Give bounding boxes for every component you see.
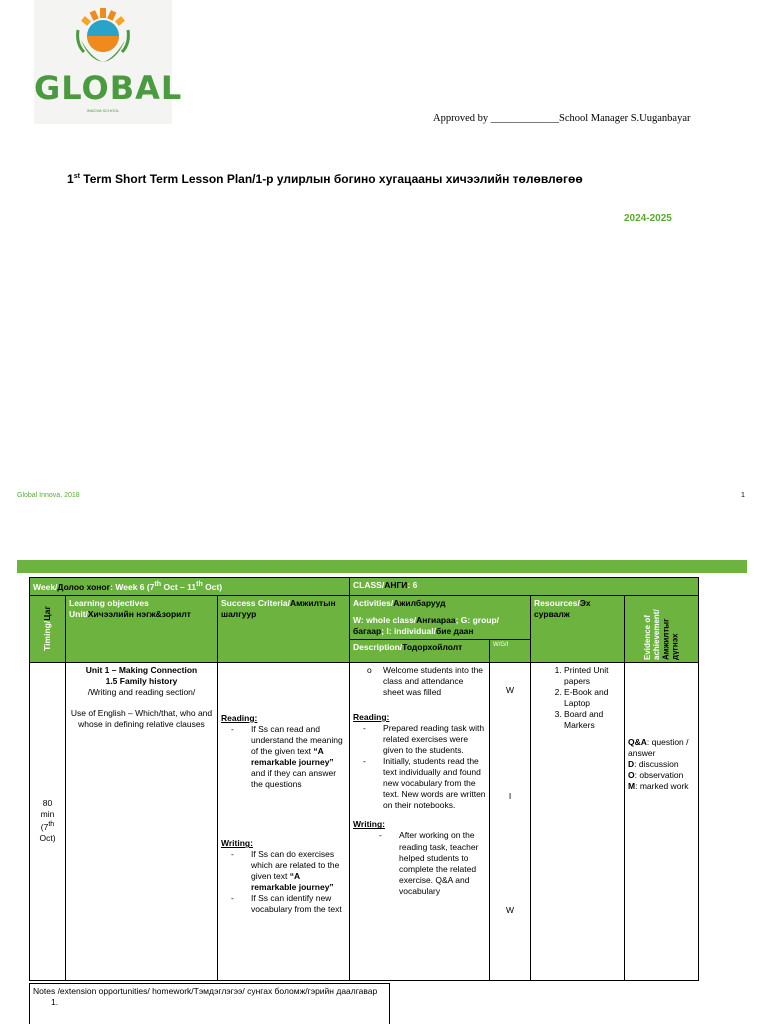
- objectives-cell: Unit 1 – Making Connection 1.5 Family history /Writing and reading section/ Use of English – Which/that, who and whose in defining relative clauses: [66, 662, 218, 980]
- page-number: 1: [741, 492, 745, 499]
- list-item: D: discussion: [628, 758, 679, 769]
- resources-cell: [531, 662, 625, 980]
- timing-cell: 80 min (7th Oct): [30, 662, 66, 980]
- list-item: 1. Printed Unit papers: [564, 665, 621, 687]
- logo-emblem-icon: [34, 0, 172, 75]
- criteria-cell: Reading: - If Ss can read and understand the meaning of the given text “A remarkable journey” and if they can answer the questions Writing: - If Ss can do exercises which are related to the given text “A remarkable journey” - If Ss can identify new vocabulary from the text: [218, 662, 350, 980]
- school-logo: [34, 0, 183, 124]
- approval-line: Approved by _____________School Manager S.Uuganbayar: [433, 113, 691, 124]
- academic-year: 2024-2025: [624, 213, 672, 224]
- list-item: O: observation: [628, 770, 684, 781]
- list-item: 2. E-Book and Laptop: [564, 687, 621, 709]
- objectives-header: Learning objectives Unit/Хичээлийн нэгж&зорилт: [66, 595, 218, 662]
- list-item: Q&A: question / answer: [628, 736, 689, 758]
- resources-header: Resources/Эх сурвалж: [531, 595, 625, 662]
- wgi-cell: W I W: [490, 662, 531, 980]
- table-row-week: [30, 578, 699, 596]
- table-row-lesson: [30, 662, 699, 980]
- notes-label: Notes /extension opportunities/ homework/Тэмдэглэгээ/ сунгах боломж/гэрийн даалгавар: [33, 986, 378, 996]
- notes-item: 1.: [51, 997, 59, 1008]
- logo-subtext: INNOVA SCHOOL: [86, 108, 120, 113]
- criteria-header: Success Criteria/Амжилтын шалгуур: [218, 595, 350, 662]
- activities-header: Activities/Ажилбарууд W: whole class/Ангиараа; G: group/багаар; I: individual/бие даан: [350, 595, 531, 639]
- list-item: 3. Board and Markers: [564, 709, 621, 731]
- table-row-headers: [30, 595, 699, 639]
- header-bar: [17, 560, 747, 573]
- description-cell: o Welcome students into the class and attendance sheet was filled Reading: - Prepared reading task with related exercises were given to the students. - Initially, students read the text individually and found new vocabulary from the text. New words are written on their notebooks. Writing: - After working on the reading task, teacher helped students to complete the related exercise. Q&A and vocabulary: [350, 662, 490, 980]
- evidence-cell: [625, 662, 699, 980]
- list-item: M: marked work: [628, 781, 689, 792]
- page-title: 1st Term Short Term Lesson Plan/1-р улирлын богино хугацааны хичээлийн төлөвлөгөө: [67, 172, 583, 186]
- class-cell: CLASS/АНГИ: 6: [350, 578, 699, 596]
- week-cell: Week/Долоо хоног: Week 6 (7th Oct – 11th Oct): [30, 578, 350, 596]
- lesson-plan-table: [29, 577, 699, 981]
- evidence-header: Evidence of achievement/Амжилтыг дүгнэх: [625, 595, 699, 662]
- logo-wordmark: GLOBAL: [34, 69, 183, 107]
- notes-box: [29, 983, 390, 1024]
- description-header: Description/Тодорхойлолт: [350, 640, 490, 663]
- timing-header: Timing/Цаг: [30, 595, 66, 662]
- footer-text: Global Innova, 2018: [17, 492, 80, 499]
- wgi-header: W/G/I: [490, 640, 531, 663]
